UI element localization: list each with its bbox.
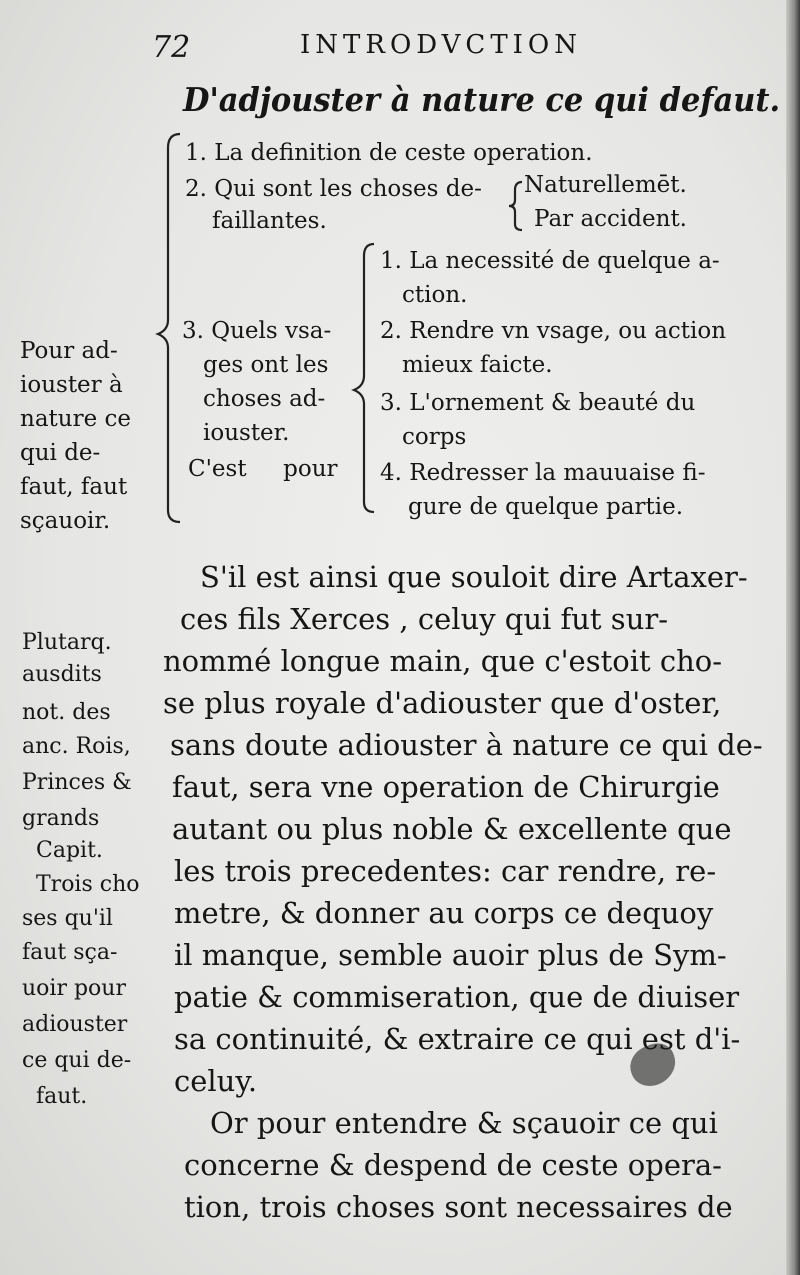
outline-item-2-option: Par accident. <box>534 206 687 232</box>
body-line: se plus royale d'adiouster que d'oster, <box>163 686 722 720</box>
body-line: S'il est ainsi que souloit dire Artaxer- <box>200 560 748 594</box>
outline-item-3-line: ges ont les <box>203 352 329 378</box>
running-head: INTRODVCTION <box>300 30 582 60</box>
margin-note-line: Capit. <box>36 838 103 863</box>
margin-note-line: not. des <box>22 700 111 725</box>
margin-note-line: Plutarq. <box>22 630 112 655</box>
body-line: autant ou plus noble & excellente que <box>172 812 732 846</box>
body-line: sa continuité, & extraire ce qui est d'i- <box>174 1022 741 1056</box>
outline-item-2-option: Naturellemēt. <box>524 172 687 198</box>
outline-lead-line: faut, faut <box>20 474 128 500</box>
outline-lead-line: nature ce <box>20 406 131 432</box>
outline-item-2-line: faillantes. <box>212 208 327 234</box>
body-line: patie & commiseration, que de diuiser <box>174 980 740 1014</box>
body-line: Or pour entendre & sçauoir ce qui <box>210 1106 718 1140</box>
outline-subitem-line: 4. Redresser la mauuaise fi- <box>380 460 706 486</box>
body-line: faut, sera vne operation de Chirurgie <box>172 770 720 804</box>
outline-subitem-line: 3. L'ornement & beauté du <box>380 390 696 416</box>
body-line: concerne & despend de ceste opera- <box>184 1148 722 1182</box>
item-3-brace <box>350 240 380 520</box>
body-line: il manque, semble auoir plus de Sym- <box>174 938 727 972</box>
outline-item-3-line: choses ad- <box>203 386 326 412</box>
body-line: metre, & donner au corps ce dequoy <box>174 896 714 930</box>
body-line: sans doute adiouster à nature ce qui de- <box>170 728 763 762</box>
outline-item-3-line: 3. Quels vsa- <box>182 318 332 344</box>
outline-item-3-line: C'est pour <box>188 456 338 482</box>
margin-note-line: uoir pour <box>22 976 126 1001</box>
outline-lead-line: sçauoir. <box>20 508 111 534</box>
page-gutter <box>786 0 800 1275</box>
page-number: 72 <box>152 30 191 65</box>
margin-note-line: faut. <box>36 1084 88 1109</box>
margin-note-line: Trois cho <box>36 872 140 897</box>
outline-item-1: 1. La definition de ceste operation. <box>185 140 593 166</box>
margin-note-line: adiouster <box>22 1012 128 1037</box>
body-line: les trois precedentes: car rendre, re- <box>174 854 717 888</box>
body-line: nommé longue main, que c'estoit cho- <box>163 644 723 678</box>
margin-note-line: Princes & <box>22 770 132 795</box>
margin-note-line: grands <box>22 806 100 831</box>
item-2-brace <box>506 178 526 234</box>
body-line: celuy. <box>174 1064 258 1098</box>
body-line: tion, trois choses sont necessaires de <box>184 1190 733 1224</box>
margin-note-line: ausdits <box>22 662 102 687</box>
outline-lead-line: iouster à <box>20 372 123 398</box>
outline-subitem-line: 2. Rendre vn vsage, ou action <box>380 318 727 344</box>
outline-lead-line: qui de- <box>20 440 101 466</box>
outline-subitem-line: ction. <box>402 282 468 308</box>
margin-note-line: faut sça- <box>22 940 118 965</box>
margin-note-line: ses qu'il <box>22 906 113 931</box>
outline-subitem-line: mieux faicte. <box>402 352 553 378</box>
outline-lead-line: Pour ad- <box>20 338 118 364</box>
outline-item-2-line: 2. Qui sont les choses de- <box>185 176 482 202</box>
outline-subitem-line: corps <box>402 424 467 450</box>
outline-item-3-line: iouster. <box>203 420 290 446</box>
outline-subitem-line: 1. La necessité de quelque a- <box>380 248 720 274</box>
margin-note-line: anc. Rois, <box>22 734 131 759</box>
margin-note-line: ce qui de- <box>22 1048 132 1073</box>
outline-subitem-line: gure de quelque partie. <box>408 494 684 520</box>
section-title: D'adjouster à nature ce qui defaut. <box>183 80 781 119</box>
body-line: ces fils Xerces , celuy qui fut sur- <box>180 602 669 636</box>
